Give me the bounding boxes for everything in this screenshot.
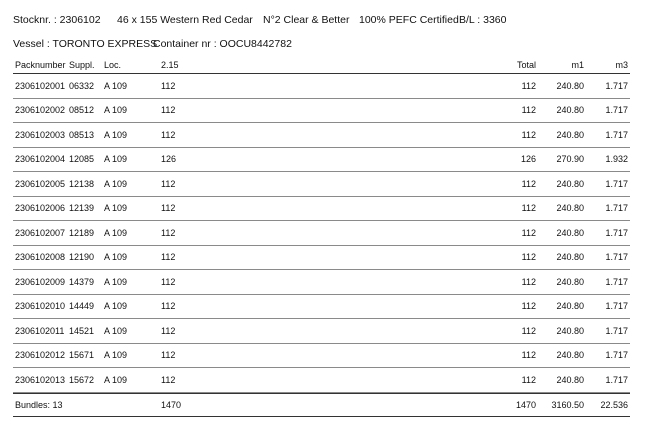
cell-m3: 1.717 <box>605 80 628 91</box>
table-row <box>13 246 630 271</box>
cell-length-215: 112 <box>161 227 176 238</box>
packing-table <box>13 57 630 417</box>
table-body <box>13 74 630 393</box>
cell-length-215: 112 <box>161 276 176 287</box>
cell-m1: 240.80 <box>556 276 584 287</box>
cell-packnumber: 2306102007 <box>15 227 66 238</box>
table-row <box>13 368 630 393</box>
table-header-row <box>13 57 630 74</box>
cell-packnumber: 2306102011 <box>15 325 65 336</box>
col-header-location: Loc. <box>104 60 122 70</box>
cell-location: A 109 <box>104 325 128 336</box>
table-row <box>13 270 630 295</box>
cell-packnumber: 2306102001 <box>15 80 66 91</box>
cell-packnumber: 2306102006 <box>15 203 66 214</box>
cell-supplier: 12190 <box>69 252 95 263</box>
footer-total: 1470 <box>515 399 536 410</box>
cell-total: 112 <box>521 276 536 287</box>
cell-length-215: 126 <box>161 154 177 165</box>
cell-location: A 109 <box>104 227 128 238</box>
cell-location: A 109 <box>104 252 128 263</box>
cell-supplier: 08513 <box>69 129 95 140</box>
cell-packnumber: 2306102008 <box>15 252 66 263</box>
col-header-supplier: Suppl. <box>69 60 95 70</box>
table-row <box>13 319 630 344</box>
cell-packnumber: 2306102010 <box>15 301 66 312</box>
cell-m1: 240.80 <box>556 227 584 238</box>
table-footer-row <box>13 393 630 417</box>
cell-supplier: 08512 <box>69 105 95 116</box>
cell-length-215: 112 <box>161 350 176 361</box>
cell-total: 126 <box>520 154 536 165</box>
header-line-2 <box>13 38 643 52</box>
cell-m3: 1.717 <box>605 105 628 116</box>
cell-packnumber: 2306102012 <box>15 350 66 361</box>
cell-total: 112 <box>521 350 536 361</box>
cell-length-215: 112 <box>161 129 176 140</box>
cell-supplier: 14449 <box>69 301 95 312</box>
cell-m1: 240.80 <box>556 374 584 385</box>
cell-total: 112 <box>521 178 536 189</box>
cell-location: A 109 <box>104 80 128 91</box>
cell-total: 112 <box>521 252 536 263</box>
cell-packnumber: 2306102005 <box>15 178 66 189</box>
col-header-m1: m1 <box>571 60 584 70</box>
container-number: Container nr : OOCU8442782 <box>153 38 292 50</box>
cell-m1: 240.80 <box>556 80 584 91</box>
col-header-total: Total <box>516 60 536 70</box>
cell-m3: 1.717 <box>605 325 628 336</box>
cell-packnumber: 2306102002 <box>15 105 66 116</box>
cell-m3: 1.932 <box>605 154 628 165</box>
cell-packnumber: 2306102013 <box>15 374 66 385</box>
cell-m1: 270.90 <box>556 154 584 165</box>
cell-location: A 109 <box>104 178 128 189</box>
cell-length-215: 112 <box>161 252 176 263</box>
cell-location: A 109 <box>104 301 128 312</box>
cell-location: A 109 <box>104 374 128 385</box>
cell-location: A 109 <box>104 129 128 140</box>
footer-length-215: 1470 <box>161 399 182 410</box>
cell-packnumber: 2306102009 <box>15 276 66 287</box>
cell-m1: 240.80 <box>556 350 584 361</box>
cell-location: A 109 <box>104 350 128 361</box>
cell-length-215: 112 <box>161 178 176 189</box>
cell-supplier: 06332 <box>69 80 95 91</box>
cell-total: 112 <box>521 105 536 116</box>
cell-supplier: 14521 <box>69 325 95 336</box>
cell-m3: 1.717 <box>605 227 628 238</box>
cell-packnumber: 2306102003 <box>15 129 66 140</box>
cell-packnumber: 2306102004 <box>15 154 66 165</box>
certification: 100% PEFC Certified <box>359 14 459 26</box>
col-header-m3: m3 <box>615 60 628 70</box>
table-row <box>13 74 630 99</box>
cell-supplier: 14379 <box>69 276 95 287</box>
cell-m3: 1.717 <box>605 276 628 287</box>
col-header-length-215: 2.15 <box>161 60 179 70</box>
bill-of-lading: B/L : 3360 <box>459 14 507 26</box>
cell-length-215: 112 <box>161 105 176 116</box>
vessel: Vessel : TORONTO EXPRESS <box>13 38 158 50</box>
table-row <box>13 99 630 124</box>
cell-m1: 240.80 <box>556 129 584 140</box>
footer-m1: 3160.50 <box>551 399 584 410</box>
cell-supplier: 15671 <box>69 350 95 361</box>
cell-supplier: 12189 <box>69 227 95 238</box>
table-row <box>13 172 630 197</box>
stock-number: Stocknr. : 2306102 <box>13 14 101 26</box>
cell-m3: 1.717 <box>605 301 628 312</box>
table-row <box>13 344 630 369</box>
cell-m3: 1.717 <box>605 178 628 189</box>
cell-length-215: 112 <box>161 325 176 336</box>
cell-location: A 109 <box>104 203 128 214</box>
cell-supplier: 15672 <box>69 374 95 385</box>
footer-m3: 22.536 <box>600 399 628 410</box>
cell-m1: 240.80 <box>556 252 584 263</box>
grade: N°2 Clear & Better <box>263 14 350 26</box>
cell-location: A 109 <box>104 105 128 116</box>
table-row <box>13 148 630 173</box>
cell-m1: 240.80 <box>556 203 584 214</box>
cell-supplier: 12085 <box>69 154 95 165</box>
cell-m3: 1.717 <box>605 374 628 385</box>
cell-m3: 1.717 <box>605 252 628 263</box>
col-header-packnumber: Packnumber <box>15 60 66 70</box>
cell-supplier: 12138 <box>69 178 95 189</box>
cell-total: 112 <box>521 129 536 140</box>
cell-length-215: 112 <box>161 301 176 312</box>
table-row <box>13 295 630 320</box>
cell-m1: 240.80 <box>556 178 584 189</box>
cell-m3: 1.717 <box>605 350 628 361</box>
cell-location: A 109 <box>104 276 128 287</box>
cell-length-215: 112 <box>161 80 176 91</box>
cell-length-215: 112 <box>161 203 176 214</box>
cell-m1: 240.80 <box>556 325 584 336</box>
table-row <box>13 197 630 222</box>
cell-m1: 240.80 <box>556 301 584 312</box>
table-row <box>13 123 630 148</box>
cell-total: 112 <box>521 325 536 336</box>
cell-total: 112 <box>521 301 536 312</box>
cell-m1: 240.80 <box>556 105 584 116</box>
cell-total: 112 <box>521 374 536 385</box>
bundles-count: Bundles: 13 <box>15 399 63 410</box>
table-row <box>13 221 630 246</box>
cell-total: 112 <box>521 80 536 91</box>
cell-m3: 1.717 <box>605 129 628 140</box>
cell-m3: 1.717 <box>605 203 628 214</box>
cell-location: A 109 <box>104 154 128 165</box>
cell-total: 112 <box>521 227 536 238</box>
cell-supplier: 12139 <box>69 203 95 214</box>
cell-total: 112 <box>521 203 536 214</box>
header-line-1 <box>13 14 643 28</box>
cell-length-215: 112 <box>161 374 176 385</box>
product-description: 46 x 155 Western Red Cedar <box>117 14 253 26</box>
